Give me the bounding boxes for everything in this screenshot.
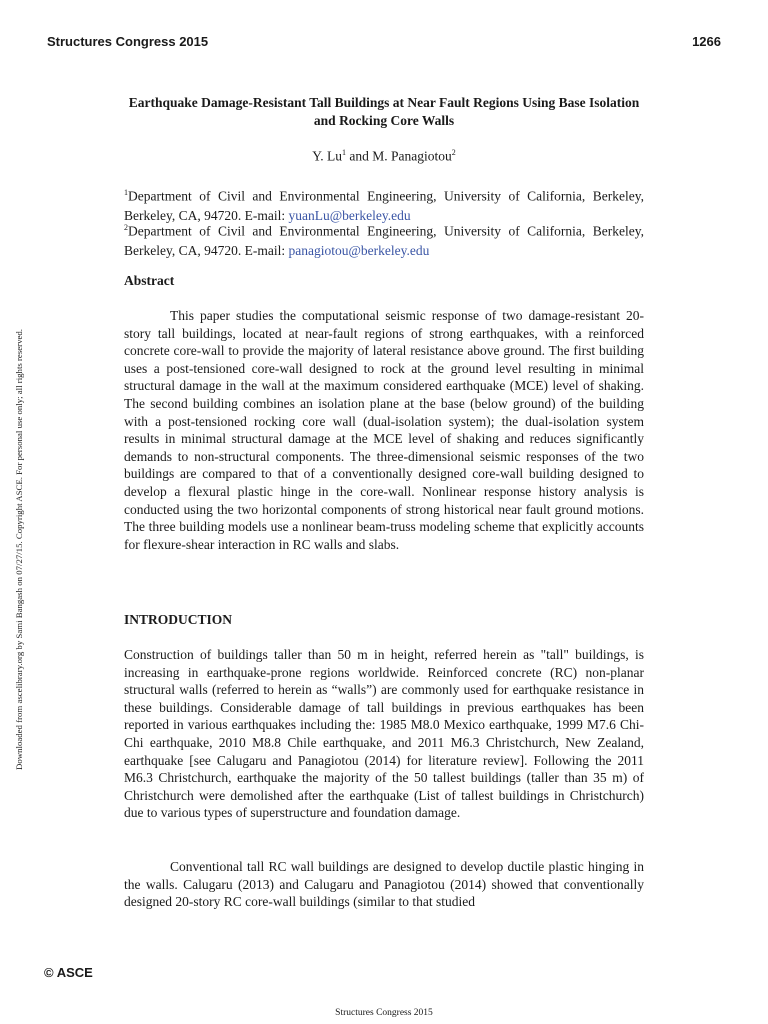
download-notice [2,250,24,770]
introduction-paragraph-1: Construction of buildings taller than 50 m in height, referred herein as "tall" buildings, is increasing in earthquake-prone regions worldwide. Reinforced concrete (RC) non-planar structural walls (referred to herein as “walls”) are commonly used for earthquake resistance in these buildings. Considerable damage of tall buildings in previous earthquakes has been reported in various earthquakes including the: 1985 M8.0 Mexico earthquake, 1999 M7.6 Chi-Chi earthquake, 2010 M8.8 Chile earthquake, and 2011 M6.3 Christchurch, New Zealand, earthquake [see Calugaru and Panagiotou (2014) for literature review]. Following the 2011 M6.3 Christchurch, earthquake the majority of the 50 tallest buildings (taller than 35 m) of Christchurch were demolished after the earthquake (List of tallest buildings in Christchurch) due to various types of superstructure and foundation damage. [124,647,644,821]
author-line [124,148,644,165]
author-2-affiliation-mark: 2 [451,148,456,157]
author-1-name: Y. Lu [312,148,342,164]
introduction-paragraph-2: Conventional tall RC wall buildings are designed to develop ductile plastic hinging in the walls. Calugaru (2013) and Calugaru and Panagiotou (2014) showed that conventionally designed 20-story RC core-wall buildings (similar to that studied [124,859,644,910]
affiliation-2-email-link[interactable]: panagiotou@berkeley.edu [288,242,430,258]
affiliation-2-text: Department of Civil and Environmental Engineering, University of California, Berkeley, Berkeley, CA, 94720. E-mail: [124,223,644,258]
abstract-heading: Abstract [124,273,175,288]
affiliation-2-mark: 2 [124,223,128,232]
download-notice-text: Downloaded from ascelibrary.org by Sami Bangash on 07/27/15. Copyright ASCE. For personal use only; all rights reserved. [14,329,24,770]
abstract-paragraph: This paper studies the computational seismic response of two damage-resistant 20-story tall buildings, located at near-fault regions of strong earthquakes, with a reinforced concrete core-wall to provide the majority of lateral resistance above ground. The first building uses a post-tensioned core-wall designed to rock at the ground level resulting in minimal structural damage in the wall at the maximum considered earthquake (MCE) level of shaking. The second building combines an isolation plane at the base (below ground) of the building with a post-tensioned rocking core wall (dual-isolation system); the dual-isolation system results in minimal structural damage at the MCE level of shaking and reduces significantly demands to non-structural components. The three-dimensional seismic responses of the two buildings are compared to that of a conventionally designed core-wall building designed to develop a flexural plastic hinge in the core-wall. Nonlinear response history analysis is conducted using the two horizontal components of strong historical near fault ground motions. The three building models use a nonlinear beam-truss modeling scheme that explicitly accounts for flexure-shear interaction in RC walls and slabs. [124,308,644,552]
affiliation-1-text: Department of Civil and Environmental Engineering, University of California, Berkeley, Berkeley, CA, 94720. E-mail: [124,188,644,223]
affiliation-1-email-link[interactable]: yuanLu@berkeley.edu [288,207,411,223]
author-2-name: and M. Panagiotou [346,148,452,164]
running-header-conference: Structures Congress 2015 [47,34,209,49]
affiliation-1-mark: 1 [124,188,128,197]
paper-title: Earthquake Damage-Resistant Tall Buildings at Near Fault Regions Using Base Isolation and Rocking Core Walls [128,95,640,128]
introduction-heading: INTRODUCTION [124,612,233,627]
running-footer-conference: Structures Congress 2015 [335,1008,433,1018]
copyright-footer: © ASCE [44,965,93,980]
affiliation-2 [124,218,644,260]
page-number: 1266 [692,34,721,49]
author-1-affiliation-mark: 1 [342,148,346,157]
